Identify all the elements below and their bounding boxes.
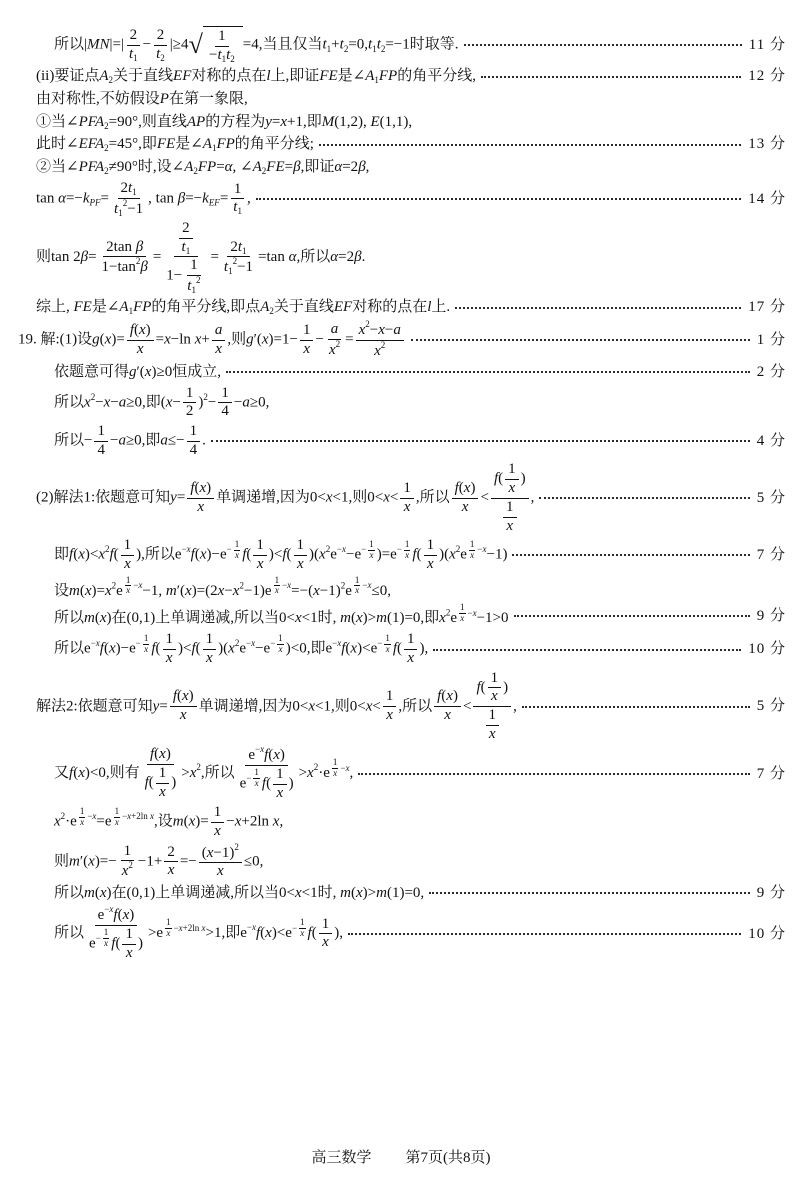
- solution-line: [36, 89, 786, 110]
- fraction: $\frac{1}{x}$: [488, 670, 502, 706]
- dotted-leader: [433, 649, 741, 651]
- fraction: $\frac{1}{x}$: [319, 916, 333, 952]
- math-expression: 设$m(x)=x^2e$ $^{\frac{1}{x} -x}$−1, $m'(x)=(2x-x^2-1)e$ $^{\frac{1}{x} -x}=-(x-1)^2e$ $^{\frac{1}{x} -x}$≤0,: [54, 574, 391, 599]
- score-label: 7 分: [756, 765, 786, 782]
- fraction: $\frac{x^2-x-a}{x^2}$: [356, 320, 404, 360]
- fraction: $\frac{1}{x}$: [253, 537, 267, 573]
- fraction: $\frac{1}{x}$: [424, 537, 438, 573]
- solution-line: [54, 423, 786, 459]
- math-expression: 所以− $\frac{1}{4}$ −a≥0,即a≤− $\frac{1}{4}$ .: [54, 423, 206, 458]
- score-label: 14 分: [748, 190, 786, 207]
- fraction: $\frac{1}{x}$: [503, 499, 517, 535]
- dotted-leader: [256, 198, 742, 200]
- solution-line: [36, 157, 786, 178]
- math-expression: (2)解法1:依题意可知y= $\frac{f(x)}{x}$ 单调递增,因为0<x<1,则0<x< $\frac{1}{x}$ ,所以 $\frac{f(x)}{x}$ < f( $\frac{1}{x}$ ) $\frac{1}{x}$ ,: [36, 461, 535, 534]
- dotted-leader: [211, 440, 750, 442]
- solution-line: [36, 461, 786, 535]
- dotted-leader: [455, 307, 741, 309]
- dotted-leader: [319, 144, 741, 146]
- fraction: $\frac{1}{x}$: [166, 917, 171, 938]
- score-label: 13 分: [748, 136, 786, 153]
- fraction: $\frac{2}{t_1}$: [126, 27, 141, 63]
- dotted-leader: [514, 615, 750, 617]
- solution-line: [54, 26, 786, 64]
- score-label: 2 分: [756, 364, 786, 380]
- fraction: $\frac{\text{2tan β}}{1-\tan^2\beta}$: [101, 238, 148, 276]
- fraction: $\frac{1}{x}$: [273, 766, 287, 802]
- solution-line: [36, 670, 786, 744]
- math-expression: 则m′(x)=− $\frac{1}{x^2}$ −1+ $\frac{2}{x}$ =− $\frac{(x-1)^2}{x}$ ≤0,: [54, 841, 264, 880]
- fraction: $\frac{1}{x}$: [125, 574, 131, 596]
- fraction: $\frac{f(x)}{x}$: [434, 688, 461, 724]
- fraction: $\frac{1}{x}$: [203, 631, 217, 667]
- solution-line: [54, 385, 786, 421]
- fraction: $\frac{1}{x}$: [369, 538, 374, 560]
- fraction: $\frac{1}{x}$: [332, 757, 338, 778]
- fraction: f( $\frac{1}{x}$ ) $\frac{1}{x}$: [473, 670, 511, 744]
- score-label: 4 分: [756, 432, 786, 449]
- solution-line: [54, 883, 786, 904]
- fraction: $\frac{2}{x}$: [164, 844, 178, 880]
- fraction: $e^{-x}f(x)$ $e^{- \frac{1}{x}}$ f( $\frac{1}{x}$ ): [239, 744, 294, 801]
- solution-line: [36, 180, 786, 218]
- score-label: 5 分: [756, 489, 786, 506]
- score-label: 1 分: [756, 331, 786, 348]
- math-expression: (ii)要证点$A_2$关于直线EF对称的点在l上,即证FE是$\angle A_1FP$的角平分线,: [36, 68, 476, 86]
- fraction: $\frac{2t_1}{t_1^2-1}$: [223, 238, 254, 277]
- fraction: $\frac{1}{2}$: [183, 385, 197, 421]
- score-label: 5 分: [756, 698, 786, 715]
- dotted-leader: [348, 933, 741, 935]
- fraction: $\frac{1}{x}$: [486, 707, 500, 743]
- math-expression: 所以|MN|=| $\frac{2}{t_1}$ − $\frac{2}{t_2}$ |≥4 √ $\frac{1}{-t_1t_2}$ =4,当且仅当$t_1+t_2=0,t_1t_2=-1$时取等.: [54, 27, 459, 64]
- dotted-leader: [226, 371, 750, 373]
- solution-line: [18, 320, 786, 360]
- fraction: $\frac{1}{x}$: [300, 917, 305, 938]
- fraction: $\frac{1}{x}$: [121, 537, 135, 573]
- dotted-leader: [512, 554, 749, 556]
- math-expression: 所以$e^{-x}f(x)-e^{- \frac{1}{x}}$ f( $\frac{1}{x}$ )<f( $\frac{1}{x}$ )($x^2e^{-x}-e^{- \frac{1}{x}}$ )<0,即$e^{-x}f(x)<e^{- \frac{1}{x}}$ f( $\frac{1}{x}$ ),: [54, 631, 429, 667]
- fraction: $\frac{1}{x^2}$: [121, 842, 133, 880]
- page-footer: [16, 1136, 786, 1185]
- score-label: 9 分: [756, 608, 786, 625]
- math-expression: 所以 $e^{-x}f(x)$ $e^{- \frac{1}{x}}$ f( $\frac{1}{x}$ ) >e $^{\frac{1}{x} -x+2ln x}$>1,即$e^{-x}f(x)<e^{- \frac{1}{x}}$ f( $\frac{1}{x}$ ),: [54, 904, 343, 961]
- fraction: $\frac{1}{x}$: [79, 805, 85, 827]
- fraction: $\frac{1}{x}$: [234, 538, 240, 560]
- fraction: $\frac{1}{t_1^2}$: [187, 257, 201, 295]
- solution-line: [54, 576, 786, 602]
- dotted-leader: [358, 773, 750, 775]
- fraction: $\frac{1}{x}$: [469, 538, 475, 560]
- dotted-leader: [464, 44, 742, 46]
- fraction: $\frac{1}{-t_1t_2}$: [208, 28, 235, 64]
- fraction: $\frac{f(x)}{x}$: [170, 688, 197, 724]
- fraction: $\frac{1}{t_1}$: [230, 181, 245, 217]
- fraction: $\frac{2t_1}{t_1^2-1}$: [114, 179, 144, 218]
- fraction: $\frac{2}{t_2}$: [153, 27, 168, 63]
- fraction: $\frac{1}{4}$: [218, 385, 232, 421]
- fraction: $\frac{1}{x}$: [300, 322, 314, 358]
- score-label: 10 分: [748, 925, 786, 942]
- math-expression: 由对称性,不妨假设P在第一象限,: [36, 91, 248, 108]
- score-label: 11 分: [748, 36, 786, 53]
- fraction: $\frac{1}{x}$: [383, 688, 397, 724]
- fraction: $\frac{1}{x}$: [460, 602, 465, 624]
- math-expression: ①当$\angle PFA_2=90^\circ$,则直线AP的方程为y=x+1,即M(1,2), E(1,1),: [36, 113, 413, 131]
- footer-course-label: 高三数学: [311, 1150, 372, 1166]
- fraction: $\frac{1}{x}$: [122, 926, 136, 962]
- fraction: $\frac{1}{x}$: [385, 632, 390, 654]
- solution-line: [54, 905, 786, 962]
- solution-line: [36, 112, 786, 133]
- solution-line: [54, 603, 786, 629]
- score-label: 17 分: [748, 299, 786, 316]
- fraction: $\frac{1}{x}$: [114, 805, 120, 827]
- fraction: $\frac{1}{x}$: [274, 574, 280, 596]
- solution-line: [54, 537, 786, 573]
- fraction: f(x) f( $\frac{1}{x}$ ): [144, 746, 177, 800]
- fraction: $\frac{f(x)}{x}$: [127, 322, 154, 358]
- fraction: $\frac{1}{x}$: [143, 632, 149, 654]
- fraction: $\frac{a}{x}$: [212, 322, 226, 358]
- solution-line: [36, 66, 786, 87]
- dotted-leader: [411, 339, 750, 341]
- fraction: $\frac{1}{x}$: [505, 461, 519, 497]
- fraction: $\frac{1}{x}$: [400, 480, 414, 516]
- solution-line: [54, 804, 786, 840]
- fraction: $\frac{1}{4}$: [187, 423, 201, 459]
- solution-line: [54, 631, 786, 667]
- math-expression: 所以m(x)在(0,1)上单调递减,所以当0<x<1时, m(x)>m(1)=0,即$x^2e$ $^{\frac{1}{x} -x}$−1>0: [54, 602, 509, 627]
- solution-line: [36, 220, 786, 296]
- fraction: $\frac{1}{x}$: [211, 804, 225, 840]
- dotted-leader: [429, 892, 750, 894]
- fraction: $\frac{1}{x}$: [163, 631, 177, 667]
- footer-page-number: 第7页(共8页): [405, 1150, 491, 1166]
- fraction: $\frac{a}{x^2}$: [328, 321, 341, 358]
- fraction: $e^{-x}f(x)$ $e^{- \frac{1}{x}}$ f( $\frac{1}{x}$ ): [89, 904, 143, 961]
- math-expression: ②当$\angle PFA_2\ne 90^\circ$时,设$\angle A_2FP=\alpha$, $\angle A_2FE=\beta$,即证α=2β,: [36, 159, 370, 177]
- fraction: $\frac{(x-1)^2}{x}$: [199, 843, 242, 881]
- solution-body: [16, 24, 786, 964]
- solution-line: [36, 297, 786, 318]
- solution-line: [54, 843, 786, 881]
- radical: √ $\frac{1}{-t_1t_2}$: [189, 26, 243, 64]
- solution-line: [36, 134, 786, 155]
- math-expression: 所以m(x)在(0,1)上单调递减,所以当0<x<1时, m(x)>m(1)=0,: [54, 884, 425, 901]
- fraction: $\frac{1}{x}$: [294, 537, 308, 573]
- fraction: $\frac{f(x)}{x}$: [452, 480, 479, 516]
- fraction: $\frac{1}{x}$: [278, 632, 283, 654]
- fraction: $\frac{1}{4}$: [94, 423, 108, 459]
- math-expression: 依题意可得g′(x)≥0恒成立,: [54, 364, 221, 380]
- math-expression: $x^2\cdot e$ $^{\frac{1}{x} -x}$=e $^{\frac{1}{x} -x+2ln x}$,设m(x)= $\frac{1}{x}$ −x+2ln x,: [54, 804, 284, 839]
- fraction: $\frac{1}{x}$: [404, 538, 410, 560]
- fraction: $\frac{1}{x}$: [156, 765, 170, 801]
- math-expression: 即$f(x)<x^2f$( $\frac{1}{x}$ ),所以$e^{-x}f(x)-e^{- \frac{1}{x}}$ f( $\frac{1}{x}$ )<f( $\frac{1}{x}$ )($x^2e^{-x}-e^{- \frac{1}{x}}$ )$=e^{- \frac{1}{x}}$ f( $\frac{1}{x}$ )($x^2e$ $^{\frac{1}{x} -x}$−1): [54, 537, 508, 572]
- math-expression: 解法2:依题意可知y= $\frac{f(x)}{x}$ 单调递增,因为0<x<1,则0<x< $\frac{1}{x}$ ,所以 $\frac{f(x)}{x}$ < f( $\frac{1}{x}$ ) $\frac{1}{x}$ ,: [36, 669, 517, 742]
- fraction: $\frac{1}{x}$: [103, 927, 109, 949]
- fraction: $\frac{2}{t_1}$: [179, 220, 194, 256]
- score-label: 10 分: [748, 641, 786, 658]
- fraction: $\frac{1}{x}$: [254, 767, 259, 789]
- fraction: $\frac{1}{x}$: [354, 574, 360, 596]
- math-expression: $\tan \alpha=-k_{PF}=$ $\frac{2t_1}{t_1^2-1}$ , $\tan \beta=-k_{EF}=$ $\frac{1}{t_1}$ ,: [36, 179, 251, 218]
- score-label: 9 分: [756, 884, 786, 901]
- fraction: $\frac{1}{x}$: [404, 631, 418, 667]
- math-expression: 此时$\angle EFA_2=45^\circ$,即FE是$\angle A_1FP$的角平分线;: [36, 136, 314, 154]
- fraction: $\frac{2}{t_1}$ 1− $\frac{1}{t_1^2}$: [163, 220, 208, 296]
- fraction: f( $\frac{1}{x}$ ) $\frac{1}{x}$: [491, 461, 529, 535]
- math-expression: 所以$x^2-x-a\ge 0$,即(x− $\frac{1}{2}$ )$^2$− $\frac{1}{4}$ −a≥0,: [54, 384, 270, 420]
- dotted-leader: [539, 497, 749, 499]
- dotted-leader: [522, 706, 750, 708]
- math-expression: 又f(x)<0,则有 f(x) f( $\frac{1}{x}$ ) $>x^2$,所以 $e^{-x}f(x)$ $e^{- \frac{1}{x}}$ f( $\frac{1}{x}$ ) $>x^2\cdot e$ $^{\frac{1}{x} -x}$,: [54, 744, 354, 801]
- score-label: 7 分: [756, 547, 786, 564]
- fraction: $\frac{f(x)}{x}$: [187, 480, 214, 516]
- solution-line: [54, 745, 786, 802]
- solution-line: [54, 362, 786, 383]
- score-label: 12 分: [748, 68, 786, 85]
- math-expression: 19. 解:(1)设g(x)= $\frac{f(x)}{x}$ =x−ln x+ $\frac{a}{x}$ ,则g′(x)=1− $\frac{1}{x}$ − $\frac{a}{x^2}$ = $\frac{x^2-x-a}{x^2}$: [18, 320, 406, 360]
- math-expression: 则tan 2β= $\frac{\text{2tan β}}{1-\tan^2\beta}$ = $\frac{2}{t_1}$ 1− $\frac{1}{t_1^2}$ = $\frac{2t_1}{t_1^2-1}$ =tan α,所以α=2β.: [36, 219, 366, 295]
- dotted-leader: [481, 76, 741, 78]
- math-expression: 综上, FE是$\angle A_1FP$的角平分线,即点$A_2$关于直线EF对称的点在l上.: [36, 299, 451, 317]
